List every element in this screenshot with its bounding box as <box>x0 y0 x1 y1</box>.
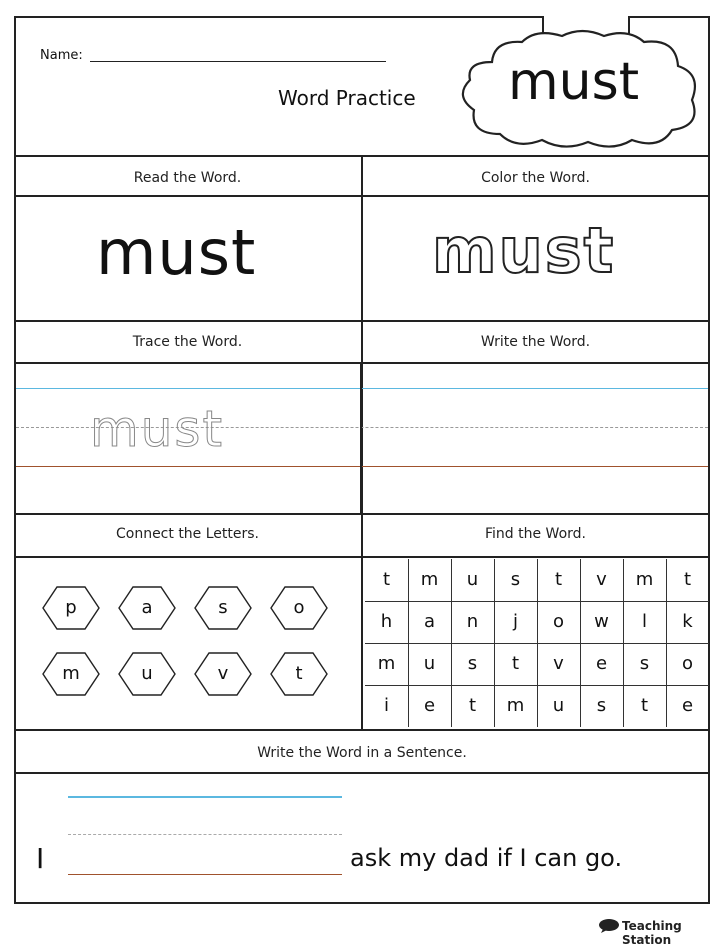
grid-cell[interactable]: h <box>380 611 393 632</box>
grid-cell[interactable]: w <box>594 611 609 632</box>
rule <box>14 772 710 774</box>
hexagon-letter-v[interactable] <box>194 652 252 696</box>
hexagon-letter-a[interactable] <box>118 586 176 630</box>
header-word: must <box>508 52 640 112</box>
write-label: Write the Word. <box>480 334 591 350</box>
hexagon-letter-text: p <box>65 597 77 618</box>
grid-line <box>365 643 709 644</box>
grid-cell[interactable]: m <box>420 569 439 590</box>
grid-cell[interactable]: t <box>468 695 477 716</box>
grid-cell[interactable]: v <box>596 569 607 590</box>
grid-cell[interactable]: t <box>683 569 692 590</box>
write-area[interactable] <box>374 376 694 476</box>
trace-label: Trace the Word. <box>132 334 243 350</box>
hexagon-letter-p[interactable] <box>42 586 100 630</box>
grid-line <box>365 601 709 602</box>
hexagon-letter-text: u <box>141 663 153 684</box>
grid-cell[interactable]: m <box>635 569 654 590</box>
border-right <box>708 16 710 904</box>
grid-cell[interactable]: o <box>552 611 564 632</box>
grid-cell[interactable]: m <box>506 695 525 716</box>
hexagon-letter-t[interactable] <box>270 652 328 696</box>
grid-cell[interactable]: t <box>382 569 391 590</box>
sentence-start: I <box>36 842 45 875</box>
grid-cell[interactable]: n <box>466 611 479 632</box>
sentence-end: ask my dad if I can go. <box>350 844 623 872</box>
hexagon-letter-text: v <box>217 663 229 684</box>
grid-cell[interactable]: i <box>383 695 389 716</box>
grid-cell[interactable]: e <box>681 695 694 716</box>
grid-cell[interactable]: u <box>423 653 436 674</box>
border-left <box>14 16 16 904</box>
sentence-base-line[interactable] <box>68 874 342 875</box>
trace-word[interactable]: must <box>90 400 225 458</box>
read-label: Read the Word. <box>133 170 242 186</box>
hexagon-letter-text: m <box>62 663 80 684</box>
hexagon-letter-u[interactable] <box>118 652 176 696</box>
name-label: Name: <box>40 48 83 63</box>
border-bottom <box>14 902 710 904</box>
grid-cell[interactable]: s <box>639 653 650 674</box>
grid-cell[interactable]: u <box>552 695 565 716</box>
speech-bubble-icon <box>598 918 620 934</box>
border-top-left <box>14 16 542 18</box>
read-word: must <box>96 216 257 289</box>
grid-cell[interactable]: e <box>595 653 608 674</box>
grid-cell[interactable]: j <box>512 611 518 632</box>
grid-cell[interactable]: a <box>423 611 436 632</box>
find-label: Find the Word. <box>485 526 586 542</box>
column-divider <box>360 362 362 513</box>
hexagon-letter-text: o <box>293 597 305 618</box>
grid-cell[interactable]: t <box>511 653 520 674</box>
sentence-top-line <box>68 796 342 798</box>
hexagon-letter-s[interactable] <box>194 586 252 630</box>
grid-cell[interactable]: s <box>510 569 521 590</box>
brand-logo: Teaching Station <box>622 919 682 947</box>
grid-cell[interactable]: v <box>553 653 564 674</box>
grid-cell[interactable]: o <box>681 653 693 674</box>
grid-cell[interactable]: t <box>554 569 563 590</box>
grid-cell[interactable]: s <box>467 653 478 674</box>
grid-line <box>365 685 709 686</box>
hexagon-letter-text: a <box>141 597 153 618</box>
sentence-mid-line <box>68 834 342 835</box>
sentence-label: Write the Word in a Sentence. <box>257 745 467 761</box>
worksheet <box>14 16 710 904</box>
color-label: Color the Word. <box>481 170 590 186</box>
grid-cell[interactable]: s <box>596 695 607 716</box>
grid-cell[interactable]: u <box>466 569 479 590</box>
color-word[interactable]: must <box>432 214 616 287</box>
hexagon-letter-m[interactable] <box>42 652 100 696</box>
hexagon-letter-o[interactable] <box>270 586 328 630</box>
grid-cell[interactable]: e <box>423 695 436 716</box>
grid-cell[interactable]: k <box>682 611 693 632</box>
grid-cell[interactable]: t <box>640 695 649 716</box>
page-title: Word Practice <box>278 86 416 110</box>
hexagon-letter-text: s <box>218 597 228 618</box>
grid-cell[interactable]: m <box>377 653 396 674</box>
connect-label: Connect the Letters. <box>115 526 260 542</box>
border-top-right <box>628 16 710 18</box>
name-line[interactable] <box>90 61 386 62</box>
grid-cell[interactable]: l <box>641 611 647 632</box>
hexagon-letter-text: t <box>295 663 303 684</box>
